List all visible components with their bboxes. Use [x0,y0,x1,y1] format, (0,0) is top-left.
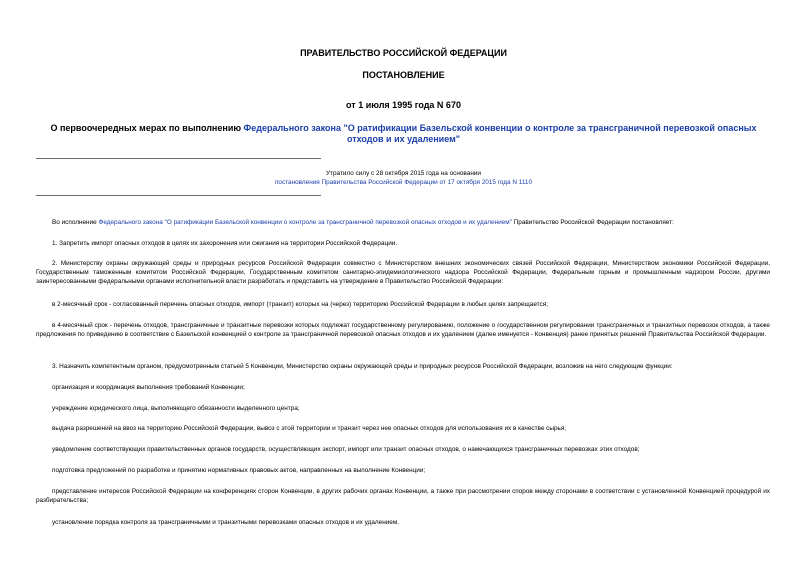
paragraph-6: организация и координация выполнения требований Конвенции; [52,384,245,391]
intro-prefix: Во исполнение [52,219,99,226]
title-prefix: О первоочередных мерах по выполнению [50,123,244,133]
paragraph-8: выдача разрешений на ввоз на территорию Российской Федерации, вывоз с этой территории и транзит через нее опасных отходов для использования их в качестве сырья; [52,425,567,432]
status-note [0,169,807,187]
document-date-number: от 1 июля 1995 года N 670 [346,100,461,110]
paragraph-3: в 2-месячный срок - согласованный перечень опасных отходов, импорт (транзит) которых на (через) территорию Российской Федерации в любых целях запрещается; [52,301,548,308]
document-type: ПОСТАНОВЛЕНИЕ [362,70,445,80]
paragraph-10: подготовка предложений по разработке и принятию нормативных правовых актов, направленных на выполнение Конвенции; [52,467,426,474]
intro-paragraph [36,218,770,227]
paragraph-7: учреждение юридического лица, выполняющего обязанности выделенного центра; [52,405,300,412]
federal-law-link[interactable]: Федерального закона "О ратификации Базельской конвенции о контроле за трансграничной перевозкой опасных отходов и их удалением" [243,123,757,144]
bottom-divider [36,195,321,196]
top-divider [36,158,321,159]
status-note-text: Утратило силу с 28 октября 2015 года на основании [326,170,481,177]
paragraph-2: 2. Министерству охраны окружающей среды и природных ресурсов Российской Федерации совместно с Министерством внешних экономических связей Российской Федерации, Министерством экономики Российской Федерации, Государственным таможенным комитетом Российской Федерации, Государственным комитетом санитарно-эпидемиологического надзора Российской Федерации, Федеральным горным и промышленным надзором России, другими заинтересованными федеральными органами исполнительной власти разработать и представить на утверждение в Правительство Российской Федерации: [36,260,770,285]
repeal-decree-link[interactable]: постановления Правительства Российской Федерации от 17 октября 2015 года N 1110 [274,179,533,186]
paragraph-12: установление порядка контроля за трансграничными и транзитными перевозками опасных отходов и их удалением. [52,519,400,526]
intro-law-link[interactable]: Федерального закона "О ратификации Базельской конвенции о контроле за трансграничной перевозкой опасных отходов и их удалением" [98,219,512,226]
paragraph-5: 3. Назначить компетентным органом, предусмотренным статьей 5 Конвенции, Министерство охраны окружающей среды и природных ресурсов Российской Федерации, возложив на него следующие функции: [52,363,673,370]
paragraph-11: представление интересов Российской Федерации на конференциях сторон Конвенции, в других рабочих органах Конвенции, а также при рассмотрении споров между сторонами в соответствии с установленной Конвенцией процедурой их разбирательства; [36,488,770,504]
paragraph-1: 1. Запретить импорт опасных отходов в целях их захоронения или сжигания на территории Российской Федерации. [52,240,398,247]
paragraph-4: в 4-месячный срок - перечень отходов, трансграничные и транзитные перевозки которых подлежат государственному регулированию, положение о государственном регулировании трансграничных и транзитных перевозок отходов, а также предложения по приведению в соответствие с Базельской конвенцией о контроле за трансграничной перевозкой опасных отходов и их удалением (далее именуется - Конвенция) ранее принятых решений Правительства Российской Федерации. [36,322,770,338]
paragraph-9: уведомление соответствующих правительственных органов государств, осуществляющих экспорт, импорт или транзит опасных отходов, о намечающихся трансграничных перевозках этих отходов; [52,446,640,453]
intro-suffix: Правительство Российской Федерации постановляет: [511,219,674,226]
issuing-authority: ПРАВИТЕЛЬСТВО РОССИЙСКОЙ ФЕДЕРАЦИИ [300,48,507,58]
document-title [50,123,757,145]
